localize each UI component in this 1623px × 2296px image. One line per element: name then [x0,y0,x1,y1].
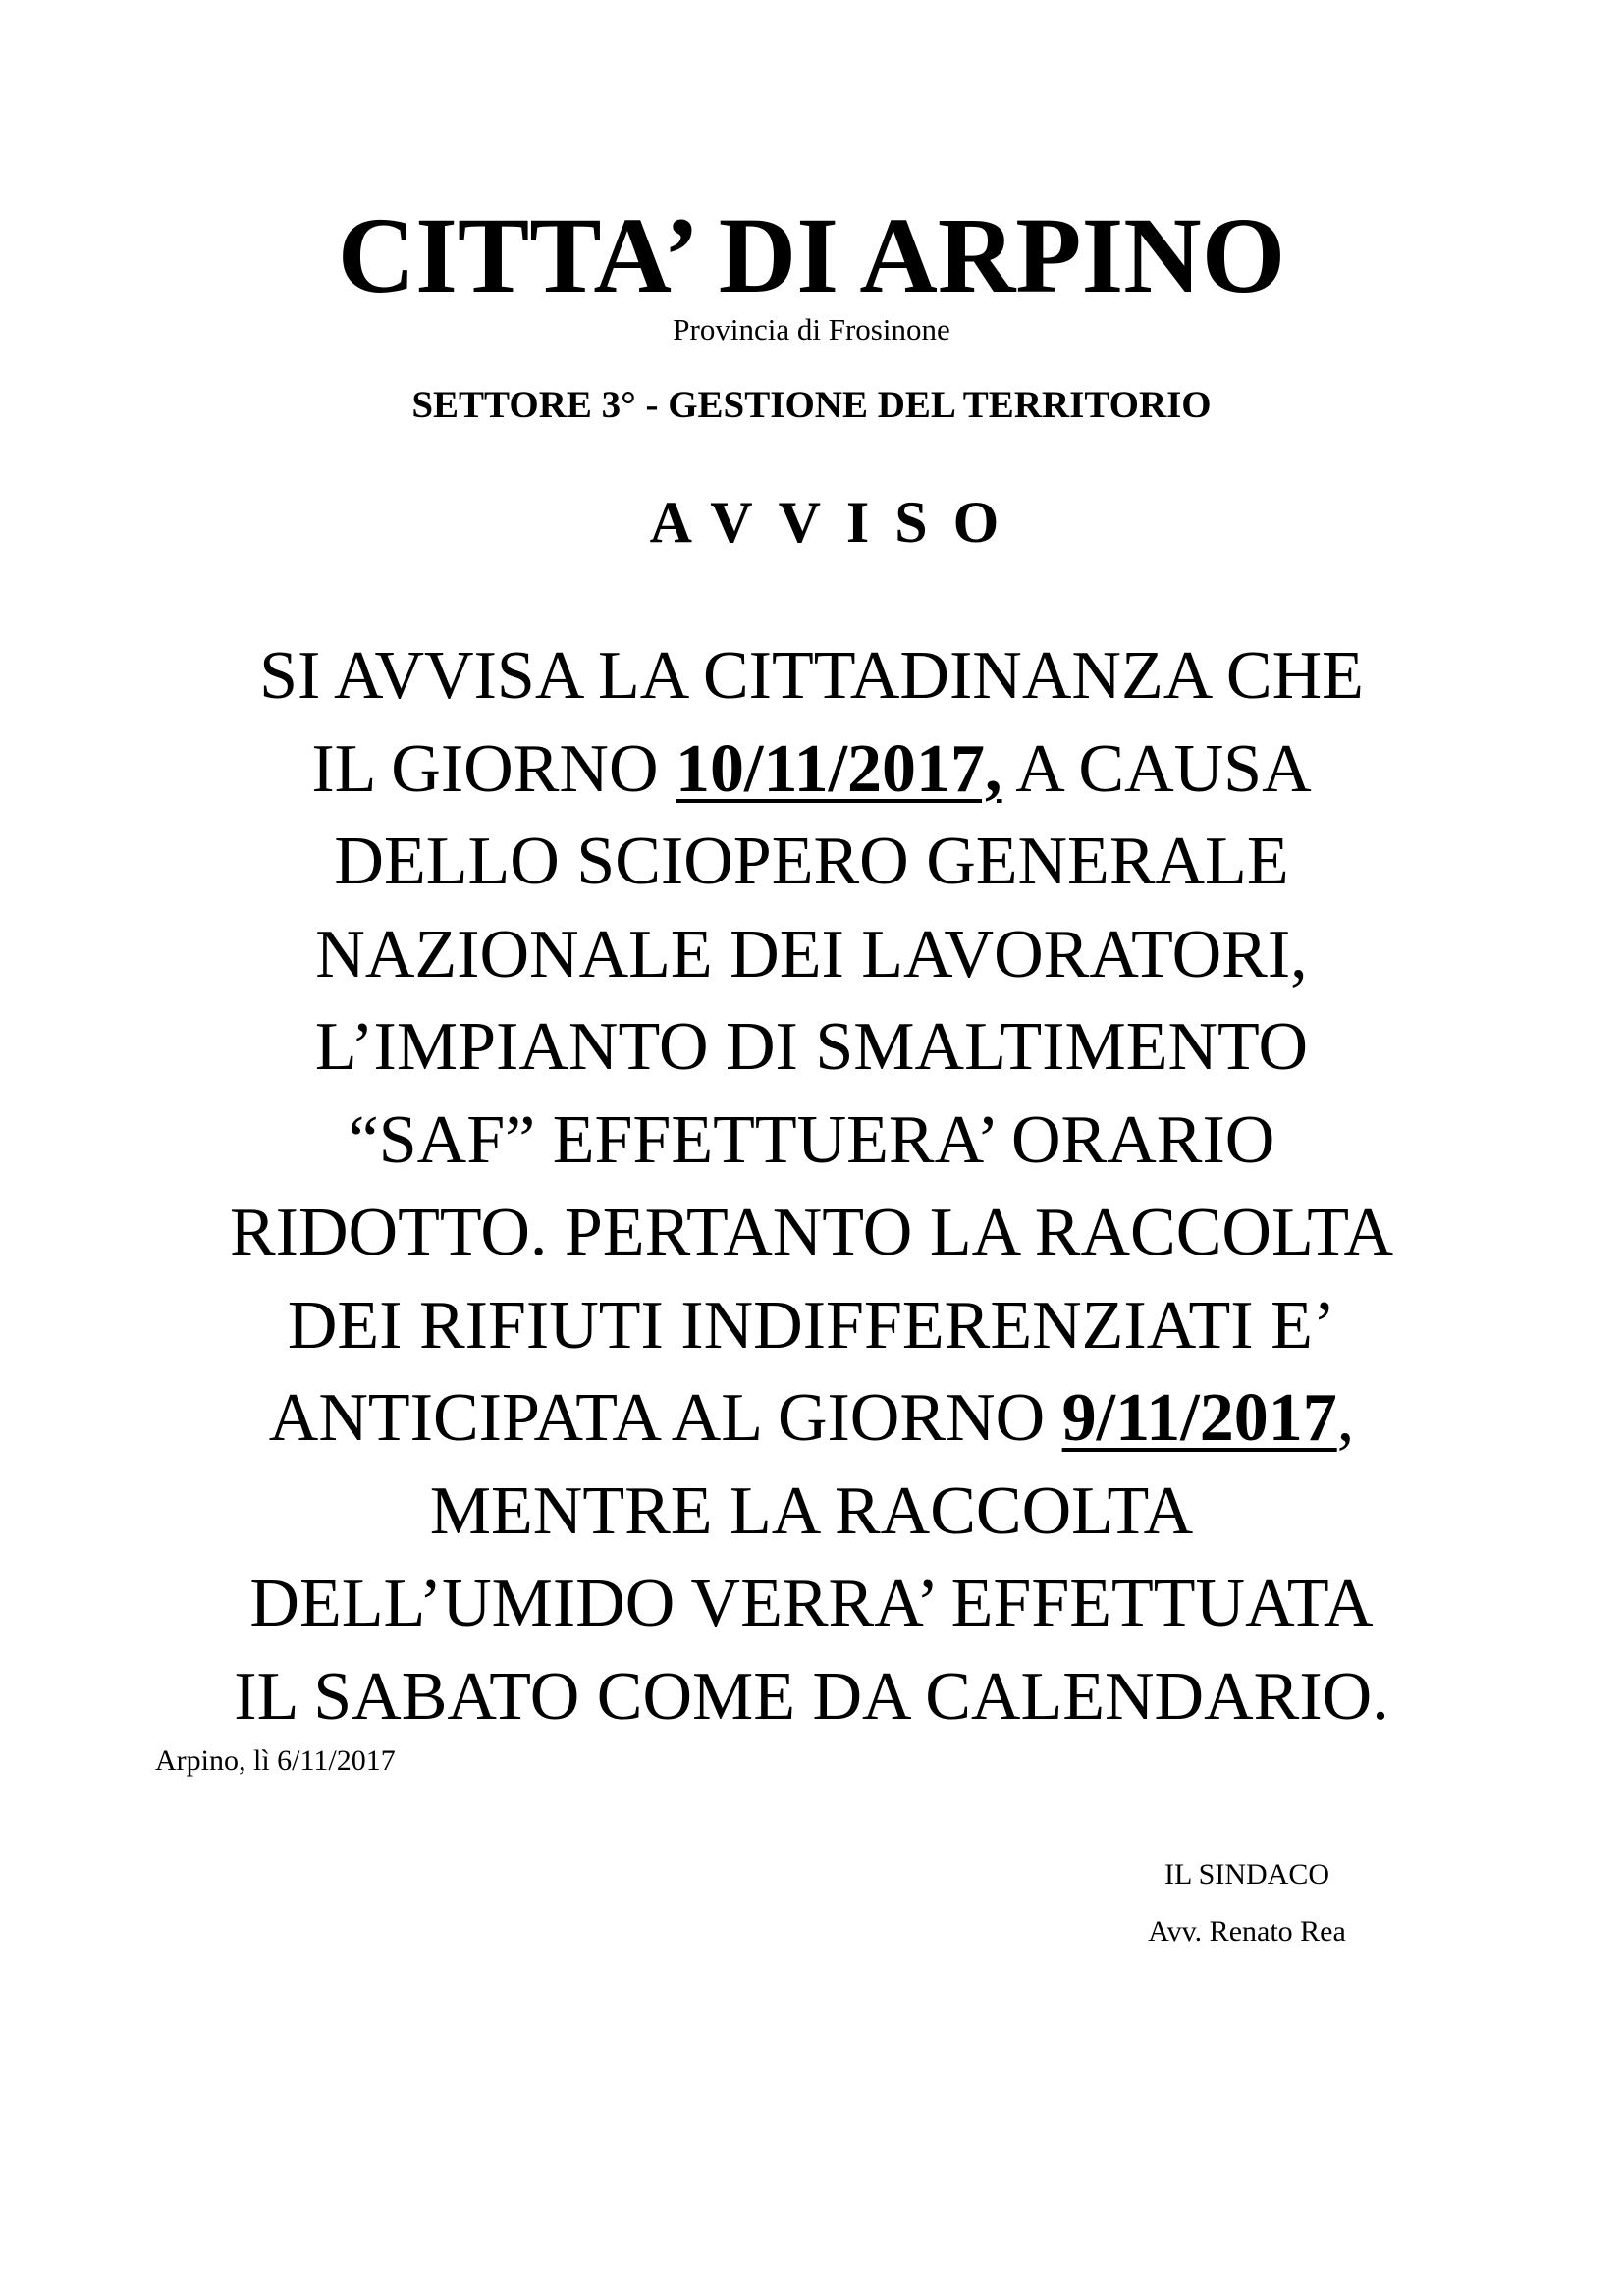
place-and-date: Arpino, lì 6/11/2017 [155,1744,396,1777]
body-text-segment: MENTRE LA RACCOLTA [429,1472,1194,1549]
body-line [0,816,1623,909]
body-text-segment: SI AVVISA LA CITTADINANZA CHE [259,638,1364,714]
body-line [0,630,1623,723]
body-text-segment: DEI RIFIUTI INDIFFERENZIATI E’ [287,1287,1336,1363]
body-line [0,1372,1623,1466]
body-text-segment: L’IMPIANTO DI SMALTIMENTO [314,1009,1309,1085]
body-line [0,723,1623,817]
signatory-name: Avv. Renato Rea [1148,1915,1346,1948]
notice-heading: AVVISO [649,490,1025,555]
highlighted-date: 10/11/2017, [676,730,1002,807]
body-text-segment: “SAF” EFFETTUERA’ ORARIO [348,1101,1275,1178]
body-text-segment: ANTICIPATA AL GIORNO [268,1380,1062,1456]
body-line [0,1651,1623,1744]
body-text-segment: A CAUSA [1001,730,1312,807]
body-line [0,1466,1623,1559]
signatory-role: IL SINDACO [1163,1858,1330,1891]
body-line [0,1187,1623,1280]
province-subtitle: Provincia di Frosinone [673,312,950,347]
notice-body [0,630,1623,1743]
body-text-segment: , [1336,1380,1355,1456]
sector-heading: SETTORE 3° - GESTIONE DEL TERRITORIO [411,384,1212,426]
body-text-segment: DELLO SCIOPERO GENERALE [334,824,1289,899]
municipality-title: CITTA’ DI ARPINO [337,195,1286,315]
body-text-segment: IL SABATO COME DA CALENDARIO. [234,1658,1389,1735]
body-line [0,909,1623,1002]
body-text-segment: IL GIORNO [311,730,676,807]
body-text-segment: DELL’UMIDO VERRA’ EFFETTUATA [249,1566,1374,1641]
highlighted-date: 9/11/2017 [1061,1380,1337,1456]
body-text-segment: RIDOTTO. PERTANTO LA RACCOLTA [229,1195,1394,1270]
body-line [0,1095,1623,1188]
body-text-segment: NAZIONALE DEI LAVORATORI, [315,916,1308,992]
body-line [0,1558,1623,1651]
body-line [0,1001,1623,1095]
body-line [0,1280,1623,1373]
